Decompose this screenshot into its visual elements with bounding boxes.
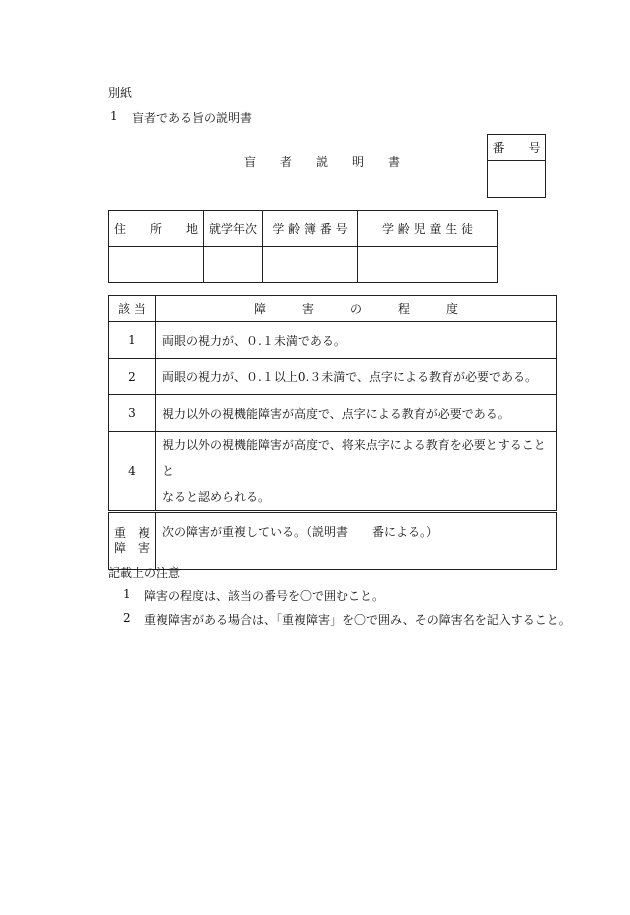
attachment-label: 別紙 xyxy=(108,86,133,100)
document-title: 盲 者 説 明 書 xyxy=(244,155,401,169)
degree-row-number: 2 xyxy=(109,359,156,395)
note-number: 2 xyxy=(123,611,131,625)
degree-row xyxy=(109,432,557,512)
degree-row xyxy=(109,322,557,359)
info-table xyxy=(108,210,498,283)
degree-row-number: 4 xyxy=(109,432,156,512)
degree-row-text: 両眼の視力が、０.１以上0.３未満で、点字による教育が必要である。 xyxy=(156,359,557,395)
degree-row xyxy=(109,359,557,395)
number-box-label: 番 号 xyxy=(488,135,546,161)
number-box xyxy=(487,134,546,198)
header-school-year: 就学年次 xyxy=(204,211,263,247)
value-student xyxy=(358,247,498,283)
note-text: 障害の程度は、該当の番号を〇で囲むこと。 xyxy=(144,589,385,603)
value-register-number xyxy=(263,247,358,283)
degree-table xyxy=(108,295,557,570)
degree-row-text: 両眼の視力が、０.１未満である。 xyxy=(156,322,557,359)
header-register-number: 学 齢 簿 番 号 xyxy=(263,211,358,247)
section-number: 1 xyxy=(110,109,118,123)
multiple-disability-label-line2: 障 害 xyxy=(113,541,150,555)
degree-row xyxy=(109,395,557,432)
degree-row-text-line2: なると認められる。 xyxy=(162,490,271,504)
degree-row-number: 1 xyxy=(109,322,156,359)
header-degree: 障 害 の 程 度 xyxy=(156,296,557,322)
degree-row-number: 3 xyxy=(109,395,156,432)
header-address: 住 所 地 xyxy=(109,211,204,247)
multiple-disability-label xyxy=(109,512,156,570)
value-school-year xyxy=(204,247,263,283)
multiple-disability-text: 次の障害が重複している。（説明書 番による。） xyxy=(156,512,557,570)
value-address xyxy=(109,247,204,283)
note-text: 重複障害がある場合は、「重複障害」を〇で囲み、その障害名を記入すること。 xyxy=(144,613,571,627)
multiple-disability-label-line1: 重 複 xyxy=(113,526,150,540)
notes-heading: 記載上の注意 xyxy=(108,566,181,580)
section-title: 盲者である旨の説明書 xyxy=(132,111,253,125)
note-number: 1 xyxy=(123,587,131,601)
degree-row-text: 視力以外の視機能障害が高度で、点字による教育が必要である。 xyxy=(156,395,557,432)
multiple-disability-row xyxy=(109,512,557,570)
degree-row-text xyxy=(156,432,557,512)
header-applicable: 該 当 xyxy=(109,296,156,322)
degree-row-text-line1: 視力以外の視機能障害が高度で、将来点字による教育を必要とすることと xyxy=(162,438,546,478)
header-student: 学 齢 児 童 生 徒 xyxy=(358,211,498,247)
number-box-value xyxy=(488,161,546,198)
